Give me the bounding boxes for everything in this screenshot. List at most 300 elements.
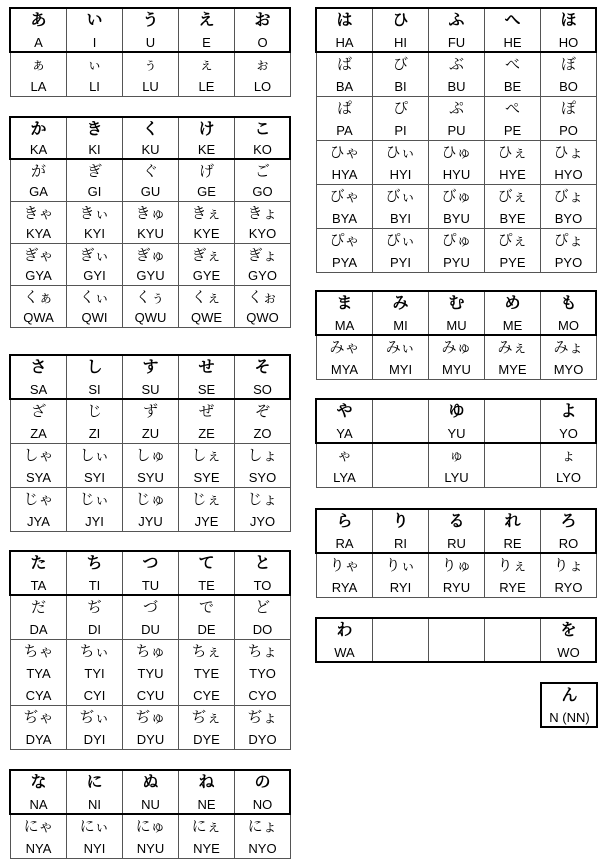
table-cell xyxy=(485,358,541,380)
table-cell xyxy=(485,251,541,273)
table-cell xyxy=(373,466,429,488)
table-row xyxy=(11,75,291,97)
romaji-cell: SA xyxy=(29,381,48,397)
table-cell xyxy=(485,422,541,444)
romaji-cell: N (NN) xyxy=(549,709,590,725)
table-cell xyxy=(179,684,235,706)
kana-cell: ぉ xyxy=(254,55,270,74)
kana-cell: そ xyxy=(254,357,271,377)
kana-cell: ぺ xyxy=(504,99,520,118)
romaji-cell: MYO xyxy=(553,361,584,377)
romaji-cell: SE xyxy=(197,381,216,397)
kana-cell: ぐ xyxy=(142,161,158,180)
table-cell xyxy=(11,31,67,53)
table-cell xyxy=(67,771,123,793)
romaji-cell: QWE xyxy=(190,310,223,326)
table-row xyxy=(11,286,291,307)
table-cell xyxy=(123,9,179,31)
table-cell xyxy=(67,286,123,307)
romaji-cell: CYO xyxy=(248,687,277,703)
table-cell xyxy=(485,292,541,314)
table-cell xyxy=(317,185,373,207)
romaji-cell: GU xyxy=(140,184,161,200)
kana-cell: ちゅ xyxy=(135,642,166,661)
table-cell xyxy=(373,75,429,97)
romaji-cell: LYA xyxy=(333,469,356,485)
romaji-cell: SI xyxy=(88,381,101,397)
kana-cell: ゃ xyxy=(336,446,352,465)
table-cell xyxy=(485,532,541,554)
table-cell xyxy=(235,378,291,400)
kana-cell: ちゃ xyxy=(23,642,54,661)
table-cell xyxy=(11,684,67,706)
romaji-cell: MU xyxy=(446,317,467,333)
kana-cell: ぜ xyxy=(198,402,214,421)
table-cell xyxy=(123,618,179,640)
table-cell xyxy=(235,574,291,596)
table-cell xyxy=(179,118,235,139)
table-cell xyxy=(373,31,429,53)
kana-cell: ぎ xyxy=(86,161,102,180)
table-cell xyxy=(317,641,373,663)
table-cell xyxy=(123,466,179,488)
table-cell xyxy=(429,207,485,229)
table-row xyxy=(11,510,291,532)
table-cell xyxy=(11,75,67,97)
romaji-cell: ZU xyxy=(141,425,160,441)
table-cell xyxy=(541,9,597,31)
table-cell xyxy=(67,139,123,160)
table-cell xyxy=(541,207,597,229)
romaji-cell: JYI xyxy=(85,513,104,529)
table-cell xyxy=(67,244,123,265)
kana-cell: りぇ xyxy=(497,556,528,575)
table-cell xyxy=(429,185,485,207)
romaji-cell: SYE xyxy=(193,469,220,485)
kana-cell: ひょ xyxy=(553,143,584,162)
romaji-cell: TA xyxy=(30,577,47,593)
table-cell xyxy=(317,619,373,641)
kana-cell: みゃ xyxy=(329,338,360,357)
table-cell xyxy=(235,75,291,97)
romaji-cell: QWI xyxy=(81,310,108,326)
table-cell xyxy=(235,31,291,53)
table-cell xyxy=(485,554,541,576)
table-cell xyxy=(67,574,123,596)
romaji-cell: GYE xyxy=(192,268,221,284)
romaji-cell: PA xyxy=(336,122,353,138)
table-row xyxy=(11,444,291,466)
romaji-cell: DU xyxy=(141,621,160,637)
table-cell xyxy=(179,618,235,640)
kana-cell: が xyxy=(30,161,46,180)
romaji-cell: HYE xyxy=(499,166,526,182)
table-cell xyxy=(11,771,67,793)
table-cell xyxy=(179,286,235,307)
table-row xyxy=(11,684,291,706)
table-cell xyxy=(67,356,123,378)
table-cell xyxy=(67,75,123,97)
romaji-cell: PYA xyxy=(331,254,358,270)
romaji-cell: RYI xyxy=(389,579,412,595)
table-cell xyxy=(179,510,235,532)
kana-cell: き xyxy=(86,118,103,138)
romaji-cell: JYO xyxy=(249,513,276,529)
table-cell xyxy=(123,286,179,307)
table-cell xyxy=(485,444,541,466)
table-cell xyxy=(179,75,235,97)
table-row xyxy=(11,574,291,596)
table-cell xyxy=(485,53,541,75)
table-cell xyxy=(179,265,235,286)
kana-cell: う xyxy=(142,10,159,30)
romaji-cell: ZI xyxy=(88,425,101,441)
kana-cell: にぃ xyxy=(79,817,110,836)
table-row xyxy=(317,251,597,273)
kana-cell: ぢゃ xyxy=(23,708,54,727)
table-row xyxy=(11,728,291,750)
table-cell xyxy=(485,619,541,641)
romaji-cell: RU xyxy=(447,535,466,551)
kana-cell: じ xyxy=(86,402,102,421)
table-cell xyxy=(123,815,179,837)
kana-cell: ぴ xyxy=(392,99,408,118)
table-cell xyxy=(123,53,179,75)
kana-cell: よ xyxy=(560,401,577,421)
table-cell xyxy=(123,662,179,684)
table-cell xyxy=(235,160,291,181)
kana-cell: ぇ xyxy=(198,55,214,74)
table-cell xyxy=(11,618,67,640)
table-cell xyxy=(67,662,123,684)
table-cell xyxy=(179,444,235,466)
table-cell xyxy=(123,307,179,328)
kana-cell: じゃ xyxy=(23,490,54,509)
table-cell xyxy=(317,358,373,380)
table-cell xyxy=(235,510,291,532)
romaji-cell: DO xyxy=(252,621,273,637)
kana-cell: ぴぇ xyxy=(497,231,528,250)
table-cell xyxy=(67,552,123,574)
table-row xyxy=(11,118,291,139)
table-cell xyxy=(541,466,597,488)
table-cell xyxy=(485,466,541,488)
romaji-cell: BYO xyxy=(554,210,583,226)
romaji-cell: MYU xyxy=(442,361,471,377)
table-cell xyxy=(235,466,291,488)
table-row xyxy=(317,576,597,598)
table-cell xyxy=(317,53,373,75)
kana-cell: びぃ xyxy=(385,187,416,206)
table-cell xyxy=(11,444,67,466)
table-row xyxy=(11,771,291,793)
kana-cell: ぞ xyxy=(254,402,270,421)
table-row xyxy=(11,596,291,618)
romaji-cell: JYU xyxy=(138,513,163,529)
romaji-cell: CYU xyxy=(136,687,165,703)
romaji-cell: JYA xyxy=(27,513,50,529)
kana-cell: ぴゅ xyxy=(441,231,472,250)
table-row xyxy=(11,356,291,378)
table-cell xyxy=(235,422,291,444)
table-row xyxy=(11,378,291,400)
romaji-cell: KE xyxy=(197,142,216,158)
romaji-cell: ME xyxy=(502,317,523,333)
table-row xyxy=(317,400,597,422)
romaji-cell: BA xyxy=(335,78,354,94)
romaji-cell: ZE xyxy=(198,425,215,441)
table-row xyxy=(317,119,597,141)
romaji-cell: QWU xyxy=(134,310,167,326)
table-row xyxy=(11,223,291,244)
table-cell xyxy=(11,596,67,618)
table-cell xyxy=(67,596,123,618)
table-cell xyxy=(429,119,485,141)
kana-cell: びゃ xyxy=(329,187,360,206)
romaji-cell: PU xyxy=(447,122,466,138)
table-cell xyxy=(373,251,429,273)
table-row xyxy=(11,466,291,488)
kana-cell: ず xyxy=(142,402,158,421)
table-cell xyxy=(541,97,597,119)
table-row xyxy=(11,837,291,859)
table-cell xyxy=(67,510,123,532)
romaji-cell: MI xyxy=(393,317,408,333)
romaji-cell: TYI xyxy=(84,666,105,681)
kana-cell: びょ xyxy=(553,187,584,206)
romaji-cell: NA xyxy=(29,796,48,812)
kana-cell: べ xyxy=(504,55,520,74)
romaji-cell: DYA xyxy=(25,731,52,747)
table-cell xyxy=(541,444,597,466)
table-cell xyxy=(317,444,373,466)
table-cell xyxy=(235,771,291,793)
romaji-cell: BYE xyxy=(499,210,526,226)
table-cell xyxy=(179,9,235,31)
romaji-cell: DE xyxy=(197,621,216,637)
table-cell xyxy=(235,815,291,837)
kana-cell: にょ xyxy=(247,817,278,836)
kana-cell: も xyxy=(560,293,577,313)
table-cell xyxy=(123,356,179,378)
romaji-cell: RYU xyxy=(442,579,471,595)
table-cell xyxy=(11,488,67,510)
table-row xyxy=(11,640,291,662)
romaji-cell: YA xyxy=(336,425,353,441)
table-cell xyxy=(235,640,291,662)
kana-cell: ゅ xyxy=(448,446,464,465)
table-cell xyxy=(373,9,429,31)
kana-cell: こ xyxy=(254,118,271,138)
table-cell xyxy=(373,314,429,336)
romaji-cell: SYA xyxy=(25,469,52,485)
table-cell xyxy=(317,163,373,185)
table-cell xyxy=(11,244,67,265)
table-cell xyxy=(11,706,67,728)
table-cell xyxy=(429,75,485,97)
romaji-cell: CYA xyxy=(25,687,52,703)
kana-cell: め xyxy=(504,293,521,313)
table-cell xyxy=(485,9,541,31)
table-cell xyxy=(67,181,123,202)
kana-cell: の xyxy=(254,772,271,792)
table-cell xyxy=(373,554,429,576)
romaji-cell: TE xyxy=(198,577,215,593)
table-cell xyxy=(485,229,541,251)
kana-cell: で xyxy=(198,598,214,617)
romaji-cell: RYA xyxy=(331,579,358,595)
romaji-cell: KO xyxy=(253,142,272,158)
kana-cell: ひぇ xyxy=(497,143,528,162)
romaji-cell: LYO xyxy=(555,469,582,485)
table-cell xyxy=(11,510,67,532)
romaji-cell: YO xyxy=(559,425,578,441)
table-row xyxy=(11,265,291,286)
table-row xyxy=(317,314,597,336)
table-cell xyxy=(429,444,485,466)
romaji-cell: HYO xyxy=(554,166,583,182)
romaji-cell: SU xyxy=(141,381,160,397)
kana-cell: お xyxy=(254,10,271,30)
romaji-cell: DYI xyxy=(83,731,106,747)
table-cell xyxy=(67,618,123,640)
table-cell xyxy=(541,422,597,444)
table-cell xyxy=(235,53,291,75)
table-cell xyxy=(429,532,485,554)
kana-cell: ぬ xyxy=(142,772,159,792)
kana-cell: ぢぇ xyxy=(191,708,222,727)
table-cell xyxy=(123,728,179,750)
table-cell xyxy=(429,31,485,53)
table-cell xyxy=(11,466,67,488)
kana-cell: い xyxy=(86,10,103,30)
kana-cell: みゅ xyxy=(441,338,472,357)
table-row xyxy=(317,422,597,444)
table-cell xyxy=(485,641,541,663)
kana-cell: ぁ xyxy=(30,55,46,74)
table-row xyxy=(542,706,598,728)
table-row xyxy=(317,97,597,119)
table-cell xyxy=(179,552,235,574)
table-cell xyxy=(485,97,541,119)
table-cell xyxy=(11,160,67,181)
kana-cell: ぶ xyxy=(448,55,464,74)
romaji-cell: NO xyxy=(252,796,273,812)
romaji-cell: TYA xyxy=(26,666,51,681)
kana-table-n xyxy=(10,770,291,859)
table-cell xyxy=(123,118,179,139)
table-cell xyxy=(485,163,541,185)
table-row xyxy=(542,684,598,706)
table-cell xyxy=(317,400,373,422)
romaji-cell: NYE xyxy=(193,840,220,856)
romaji-cell: RE xyxy=(503,535,522,551)
kana-cell: つ xyxy=(142,553,159,573)
table-cell xyxy=(179,793,235,815)
table-cell xyxy=(541,336,597,358)
table-cell xyxy=(235,444,291,466)
kana-cell: げ xyxy=(198,161,214,180)
romaji-cell: KU xyxy=(141,142,160,158)
table-cell xyxy=(235,728,291,750)
table-cell xyxy=(317,576,373,598)
romaji-cell: SYU xyxy=(137,469,164,485)
kana-cell: りょ xyxy=(553,556,584,575)
kana-cell: きぇ xyxy=(191,203,222,222)
kana-cell: ちぇ xyxy=(191,642,222,661)
kana-table-vowels xyxy=(10,8,291,97)
romaji-cell: NYI xyxy=(83,840,106,856)
table-cell xyxy=(179,53,235,75)
table-cell xyxy=(67,53,123,75)
romaji-cell: PYE xyxy=(499,254,526,270)
kana-cell: ひ xyxy=(392,10,409,30)
table-cell xyxy=(485,75,541,97)
table-cell xyxy=(11,574,67,596)
kana-cell: れ xyxy=(504,511,521,531)
kana-cell: ち xyxy=(86,553,103,573)
table-cell xyxy=(11,378,67,400)
romaji-cell: PYI xyxy=(390,254,411,270)
table-row xyxy=(11,618,291,640)
kana-cell: ご xyxy=(254,161,270,180)
kana-cell: り xyxy=(392,511,409,531)
romaji-cell: HYU xyxy=(442,166,471,182)
table-cell xyxy=(179,488,235,510)
table-cell xyxy=(11,181,67,202)
romaji-cell: CYE xyxy=(193,687,220,703)
kana-table-h xyxy=(316,8,597,273)
kana-cell: び xyxy=(392,55,408,74)
table-cell xyxy=(67,31,123,53)
table-cell xyxy=(235,9,291,31)
table-cell xyxy=(67,444,123,466)
table-cell xyxy=(541,619,597,641)
table-cell xyxy=(11,286,67,307)
kana-cell: は xyxy=(336,10,353,30)
table-row xyxy=(317,141,597,163)
table-cell xyxy=(317,97,373,119)
table-row xyxy=(11,160,291,181)
kana-cell: ろ xyxy=(560,511,577,531)
romaji-cell: GYI xyxy=(83,268,106,284)
romaji-cell: SYI xyxy=(84,469,105,485)
table-cell xyxy=(485,314,541,336)
table-row xyxy=(11,552,291,574)
kana-cell: ど xyxy=(254,598,270,617)
table-row xyxy=(317,53,597,75)
kana-cell: せ xyxy=(198,357,215,377)
table-row xyxy=(11,31,291,53)
kana-cell: きぃ xyxy=(79,203,110,222)
romaji-cell: WA xyxy=(334,644,355,660)
table-cell xyxy=(123,400,179,422)
kana-cell: きょ xyxy=(247,203,278,222)
table-cell xyxy=(541,314,597,336)
table-cell xyxy=(541,400,597,422)
table-row xyxy=(11,706,291,728)
table-cell xyxy=(67,118,123,139)
kana-cell: ぼ xyxy=(560,55,576,74)
kana-table-k xyxy=(10,117,291,328)
kana-cell: ひゅ xyxy=(441,143,472,162)
romaji-cell: KYE xyxy=(193,226,220,242)
kana-cell: きゃ xyxy=(23,203,54,222)
table-cell xyxy=(373,141,429,163)
kana-cell: みぇ xyxy=(497,338,528,357)
table-cell xyxy=(123,202,179,223)
table-cell xyxy=(317,229,373,251)
